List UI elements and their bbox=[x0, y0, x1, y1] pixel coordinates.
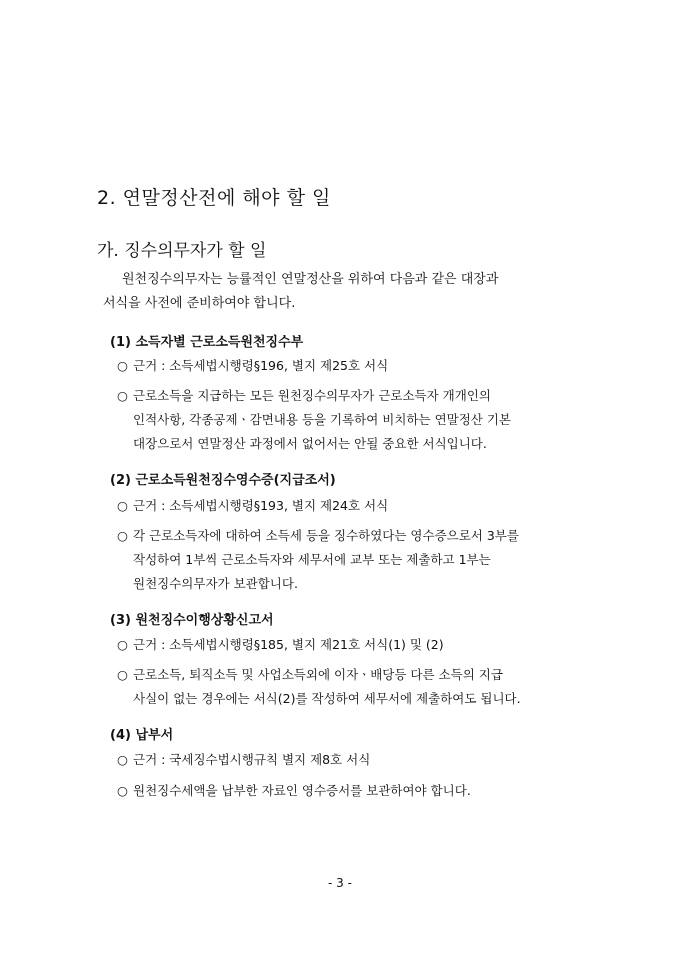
bullet-text: 근거 : 소득세법시행령§185, 별지 제21호 서식(1) 및 (2) bbox=[133, 637, 444, 652]
bullet-item bbox=[117, 384, 557, 456]
bullet-item bbox=[117, 524, 557, 596]
item-heading: (2) 근로소득원천징수영수증(지급조서) bbox=[110, 473, 336, 488]
bullet-item bbox=[117, 633, 557, 657]
bullet-item bbox=[117, 494, 557, 518]
section-title: 2. 연말정산전에 해야 할 일 bbox=[97, 187, 331, 209]
circle-bullet-icon: ○ bbox=[117, 388, 128, 403]
bullet-item bbox=[117, 748, 557, 772]
bullet-item bbox=[117, 354, 557, 378]
item-heading: (1) 소득자별 근로소득원천징수부 bbox=[110, 335, 304, 350]
bullet-text: 사실이 없는 경우에는 서식(2)를 작성하여 세무서에 제출하여도 됩니다. bbox=[133, 691, 521, 706]
bullet-text: 근거 : 소득세법시행령§193, 별지 제24호 서식 bbox=[133, 498, 389, 513]
bullet-text: 작성하여 1부씩 근로소득자와 세무서에 교부 또는 제출하고 1부는 bbox=[133, 552, 491, 567]
circle-bullet-icon: ○ bbox=[117, 667, 128, 682]
bullet-text: 근로소득을 지급하는 모든 원천징수의무자가 근로소득자 개개인의 bbox=[133, 388, 491, 403]
bullet-text: 원천징수의무자가 보관합니다. bbox=[133, 576, 298, 591]
circle-bullet-icon: ○ bbox=[117, 528, 128, 543]
page-number: - 3 - bbox=[328, 876, 352, 890]
bullet-text: 대장으로서 연말정산 과정에서 없어서는 안될 중요한 서식입니다. bbox=[133, 436, 487, 451]
intro-line: 원천징수의무자는 능률적인 연말정산을 위하여 다음과 같은 대장과 bbox=[122, 272, 499, 287]
circle-bullet-icon: ○ bbox=[117, 358, 128, 373]
bullet-text: 각 근로소득자에 대하여 소득세 등을 징수하였다는 영수증으로서 3부를 bbox=[133, 528, 519, 543]
circle-bullet-icon: ○ bbox=[117, 498, 128, 513]
bullet-item bbox=[117, 779, 557, 803]
bullet-text: 인적사항, 각종공제ㆍ감면내용 등을 기록하여 비치하는 연말정산 기본 bbox=[133, 412, 511, 427]
item-heading: (3) 원천징수이행상황신고서 bbox=[110, 613, 274, 628]
intro-line: 서식을 사전에 준비하여야 합니다. bbox=[103, 296, 296, 311]
bullet-text: 근거 : 소득세법시행령§196, 별지 제25호 서식 bbox=[133, 358, 389, 373]
circle-bullet-icon: ○ bbox=[117, 752, 128, 767]
item-heading: (4) 납부서 bbox=[110, 728, 174, 743]
intro-paragraph bbox=[103, 268, 563, 316]
circle-bullet-icon: ○ bbox=[117, 783, 128, 798]
bullet-text: 근로소득, 퇴직소득 및 사업소득외에 이자ㆍ배당등 다른 소득의 지급 bbox=[133, 667, 503, 682]
bullet-text: 원천징수세액을 납부한 자료인 영수증서를 보관하여야 합니다. bbox=[133, 783, 471, 798]
subsection-title: 가. 징수의무자가 할 일 bbox=[97, 241, 267, 261]
bullet-item bbox=[117, 663, 557, 711]
circle-bullet-icon: ○ bbox=[117, 637, 128, 652]
bullet-text: 근거 : 국세징수법시행규칙 별지 제8호 서식 bbox=[133, 752, 371, 767]
